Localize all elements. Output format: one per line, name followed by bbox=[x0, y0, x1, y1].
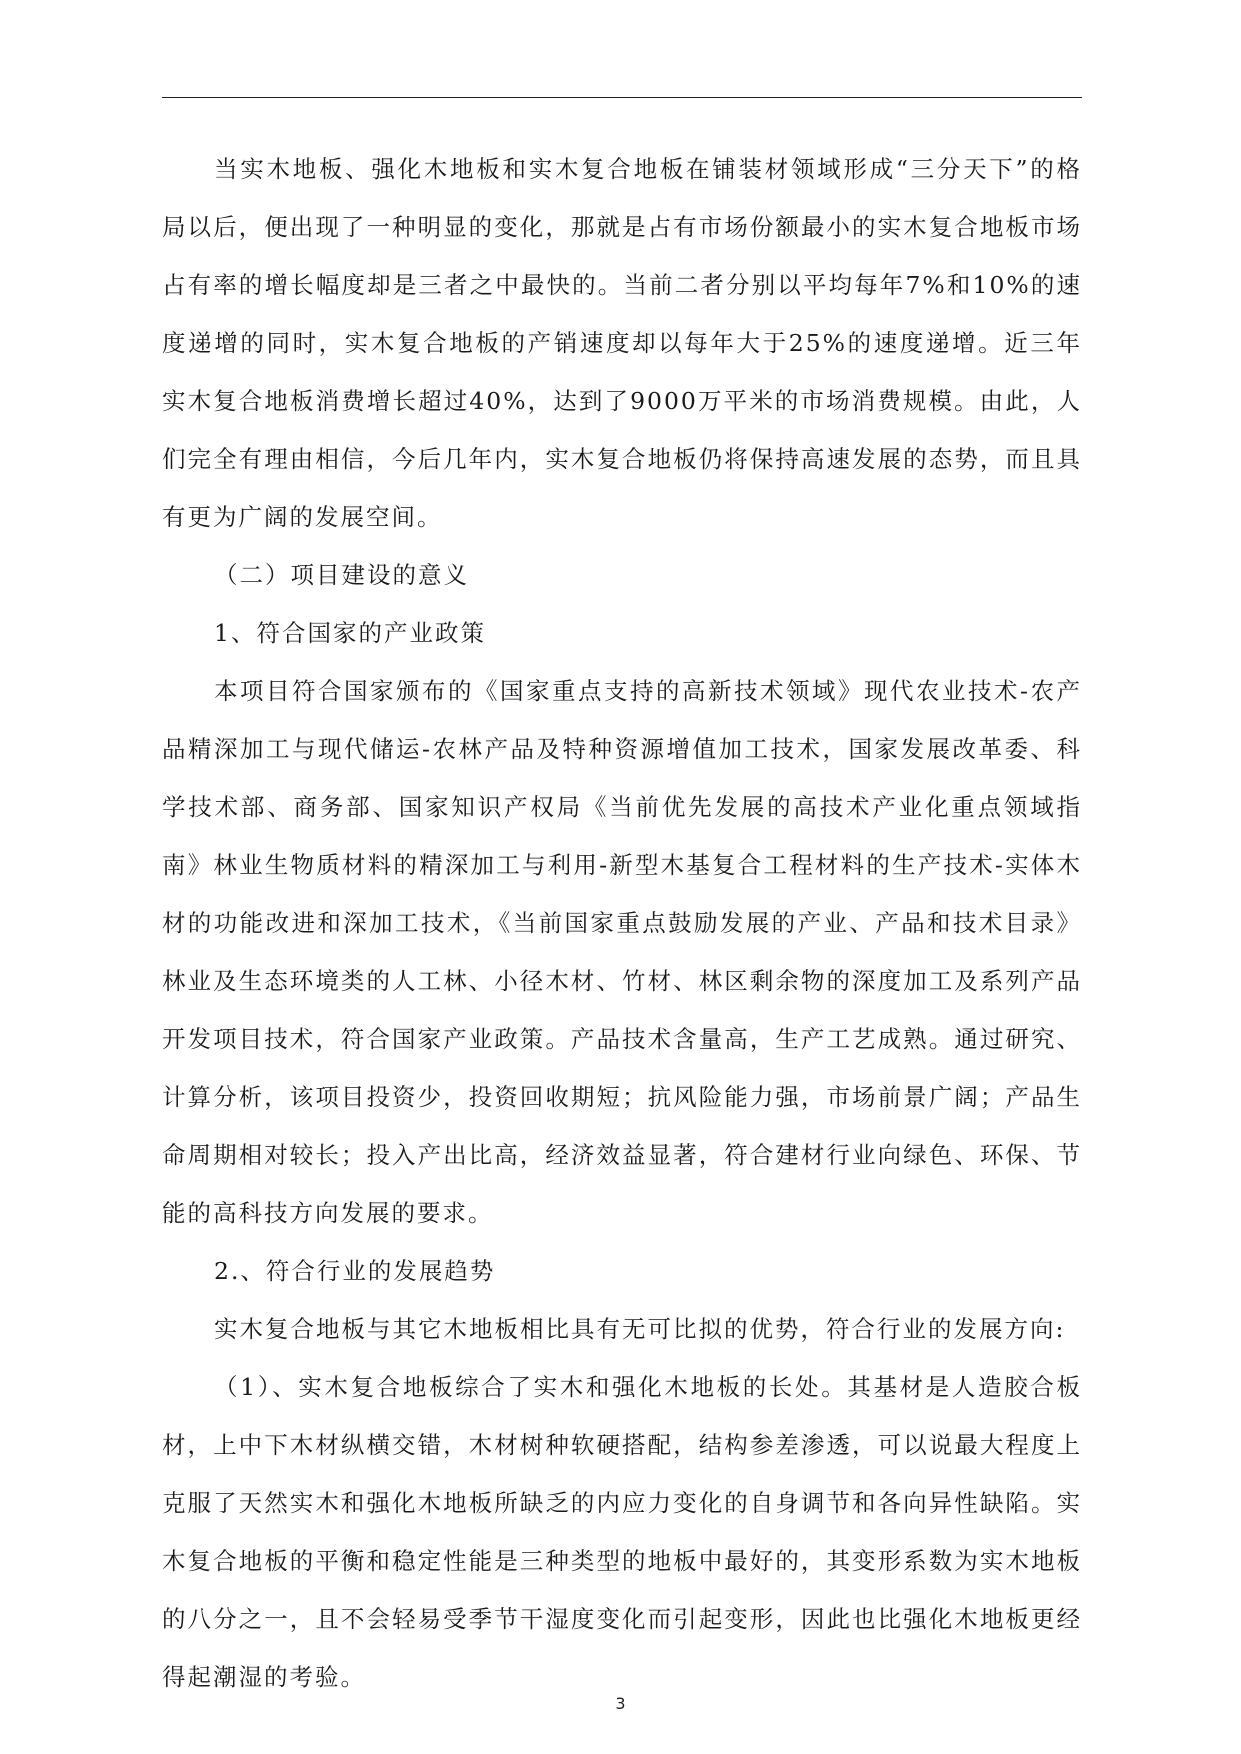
header-rule bbox=[162, 97, 1082, 98]
paragraph-advantages-intro: 实木复合地板与其它木地板相比具有无可比拟的优势，符合行业的发展方向: bbox=[214, 1315, 1066, 1343]
paragraph-industrial-policy: 本项目符合国家颁布的《国家重点支持的高新技术领域》现代农业技术-农产品精深加工与现代储运-农林产品及特种资源增值加工技术，国家发展改革委、科学技术部、商务部、国家知识产权局《当前优先发展的高技术产业化重点领域指南》林业生物质材料的精深加工与利用-新型木基复合工程材料的生产技术-实体木材的功能改进和深加工技术，《当前国家重点鼓励发展的产业、产品和技术目录》林业及生态环境类的人工林、小径木材、竹材、林区剩余物的深度加工及系列产品开发项目技术，符合国家产业政策。产品技术含量高，生产工艺成熟。通过研究、计算分析，该项目投资少，投资回收期短；抗风险能力强，市场前景广阔；产品生命周期相对较长；投入产出比高，经济效益显著，符合建材行业向绿色、环保、节能的高科技方向发展的要求。 bbox=[162, 677, 1082, 1227]
document-body bbox=[162, 140, 1082, 1706]
section-heading-significance: （二）项目建设的意义 bbox=[214, 561, 469, 589]
page-number: 3 bbox=[615, 1694, 626, 1713]
subheading-industry-trend: 2.、符合行业的发展趋势 bbox=[214, 1257, 496, 1285]
paragraph-advantage-1: （1）、实木复合地板综合了实木和强化木地板的长处。其基材是人造胶合板材，上中下木材纵横交错，木材树种软硬搭配，结构参差渗透，可以说最大程度上克服了天然实木和强化木地板所缺乏的内应力变化的自身调节和各向异性缺陷。实木复合地板的平衡和稳定性能是三种类型的地板中最好的，其变形系数为实木地板的八分之一，且不会轻易受季节干湿度变化而引起变形，因此也比强化木地板更经得起潮湿的考验。 bbox=[162, 1373, 1082, 1691]
paragraph-market-growth: 当实木地板、强化木地板和实木复合地板在铺装材领域形成“三分天下”的格局以后，便出现了一种明显的变化，那就是占有市场份额最小的实木复合地板市场占有率的增长幅度却是三者之中最快的。当前二者分别以平均每年7%和10%的速度递增的同时，实木复合地板的产销速度却以每年大于25%的速度递增。近三年实木复合地板消费增长超过40%，达到了9000万平米的市场消费规模。由此，人们完全有理由相信，今后几年内，实木复合地板仍将保持高速发展的态势，而且具有更为广阔的发展空间。 bbox=[162, 155, 1082, 531]
subheading-industrial-policy: 1、符合国家的产业政策 bbox=[214, 619, 486, 647]
